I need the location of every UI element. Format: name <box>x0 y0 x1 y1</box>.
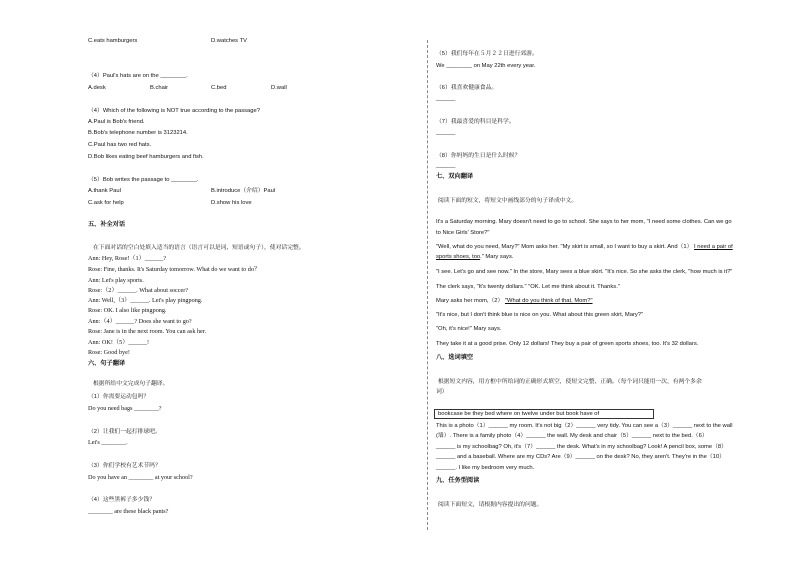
translation-cn: （8）你妈妈的生日是什么时候？ <box>436 153 521 159</box>
dialog-line: Rose: OK. I also like pingpong. <box>88 307 167 314</box>
option-d: D.watches TV <box>211 38 247 44</box>
question-stem: （4）Paul's hats are on the ________. <box>88 73 188 79</box>
passage-line: "I see. Let's go and see now." In the store, Mary sees a blue skirt. "It's nice. So she asks the clerk, "how much is it?" <box>436 269 733 275</box>
cloze-line: ______. I like my bedroom very much. <box>436 465 535 471</box>
translation-cn: （7）我最喜爱的科目是科学。 <box>436 119 515 125</box>
option-c: C.Paul has two red hats. <box>88 142 152 148</box>
translation-en: ______ <box>436 130 456 136</box>
option-b: B.Bob's telephone number is 3123214. <box>88 130 188 136</box>
underlined-sentence: sports shoes, too <box>436 254 481 260</box>
underlined-sentence: I need a pair of <box>694 244 733 250</box>
translation-cn: （5）我们每年在５月２２日进行郊游。 <box>436 51 538 57</box>
underlined-sentence: "What do you think of that, Mom?" <box>504 298 593 304</box>
passage-line <box>436 253 513 261</box>
cloze-line: This is a photo（1）______ my room. It's not big（2）______ very tidy. You can see a（3）______ next to the wall <box>436 423 733 429</box>
question-stem: （4）Which of the following is NOT true according to the passage? <box>88 108 260 114</box>
option-c: C.bed <box>211 85 227 91</box>
option-d: D.show his love <box>211 200 252 206</box>
translation-en: ______ <box>436 163 456 169</box>
option-a: A.Paul is Bob's friend. <box>88 119 145 125</box>
section-instruction: 在下面对话的空白处填入适当的语言（语言可以是词、短语或句子），使对话完整。 <box>93 245 305 251</box>
dialog-line: Rose: Fine, thanks. It's Saturday tomorrow. What do we want to do？ <box>88 266 261 273</box>
translation-en: Let's ________. <box>88 439 128 446</box>
section-instruction: 根据短文内容，用方框中所给词的正确形式填空，使短文完整、正确。（每个词只能用一次，有两个多余 <box>438 379 702 385</box>
section-title: 五、补全对话 <box>88 221 126 228</box>
dialog-line: Ann: Hey, Rose!（1）______? <box>88 255 167 262</box>
option-c: C.eats hamburgers <box>88 38 138 44</box>
passage-text: ." Mary says. <box>480 254 514 260</box>
section-title: 八、选词填空 <box>436 354 474 361</box>
passage-line <box>436 297 593 305</box>
option-c: C.ask for help <box>88 200 124 206</box>
dialog-line: Rose: Good bye! <box>88 349 130 356</box>
passage-line: They take it at a good prise. Only 12 dollars! They buy a pair of green sports shoes, too. It's 32 dollars. <box>436 341 699 347</box>
section-instruction: 词） <box>436 389 448 395</box>
dialog-line: Rose: Jane is in the next room. You can ask her. <box>88 328 207 335</box>
translation-en: We ________ on May 22th every year. <box>436 63 536 69</box>
dialog-line: Ann: OK!（5）______! <box>88 339 150 346</box>
translation-cn: （1）你需要运动包吗？ <box>88 394 150 400</box>
section-instruction: 阅读下面短文，请根据内容提出的问题。 <box>438 502 543 508</box>
question-stem: （5）Bob writes the passage to ________. <box>88 177 199 183</box>
section-instruction: 阅读下面的短文，将短文中画线部分的句子译成中文。 <box>438 198 578 204</box>
option-d: D.wall <box>271 85 287 91</box>
section-title: 九、任务型阅读 <box>436 477 480 484</box>
section-instruction: 根据所给中文完成句子翻译。 <box>93 381 169 387</box>
passage-line <box>436 243 733 251</box>
translation-cn: （6）我喜欢健康食品。 <box>436 85 498 91</box>
translation-cn: （4）这些黑裤子多少钱？ <box>88 497 155 503</box>
passage-line: "It's nice, but I don't think blue is nice on you. What about this green skirt, Mary?" <box>436 312 644 318</box>
section-title: 七、双向翻译 <box>436 173 474 180</box>
passage-text: Mary asks her mom,（2） <box>436 298 504 304</box>
word-bank-box: bookcase be they bed where on twelve under but book have of <box>434 409 654 419</box>
option-d: D.Bob likes eating beef hamburgers and fish. <box>88 154 204 160</box>
passage-line: The clerk says, "It's twenty dollars." "OK. Let me think about it. Thanks." <box>436 284 620 290</box>
translation-en: ______ <box>436 96 456 102</box>
option-a: A.thank Paul <box>88 188 121 194</box>
option-b: B.chair <box>150 85 169 91</box>
passage-line: to Nice Girls' Store?" <box>436 230 490 236</box>
passage-text: "Well, what do you need, Mary?" Mom asks her. "My skirt is small, so I want to buy a skirt. And（1） <box>436 244 693 250</box>
dialog-line: Ann:（4）______? Does she want to go? <box>88 318 192 325</box>
translation-en: Do you need bags ________? <box>88 405 162 412</box>
translation-cn: （2）让我们一起打排球吧。 <box>88 429 161 435</box>
section-title: 六、句子翻译 <box>88 360 126 367</box>
option-a: A.desk <box>88 85 106 91</box>
column-divider <box>427 40 428 530</box>
translation-en: Do you have an ________ at your school? <box>88 474 193 481</box>
option-b: B.introduce（介绍）Paul <box>211 188 276 194</box>
translation-cn: （3）你们学校有艺术节吗？ <box>88 463 161 469</box>
cloze-line: ______ is my schoolbag? Oh, it's（7）______ the desk. What's in my schoolbag? Look! A pencil box, some（8） <box>436 444 727 450</box>
dialog-line: Ann: Let's play sports. <box>88 277 144 284</box>
passage-line: "Oh, it's nice!" Mary says. <box>436 326 502 332</box>
dialog-line: Ann: Well,（3）______. Let's play pingpong. <box>88 297 203 304</box>
cloze-line: ______ and a baseball. Where are my CDs? Are（9）______ on the desk? No, they aren't. They're in the（10） <box>436 454 725 460</box>
cloze-line: (墙）. There is a family photo（4）______ the wall. My desk and chair（5）______ next to the bed.（6） <box>436 433 708 439</box>
translation-en: ________ are these black pants? <box>88 508 169 515</box>
passage-line: It's a Saturday morning. Mary doesn't need to go to school. She says to her mom, "I need some clothes. Can we go <box>436 219 732 225</box>
dialog-line: Rose:（2）______. What about soccer? <box>88 287 189 294</box>
